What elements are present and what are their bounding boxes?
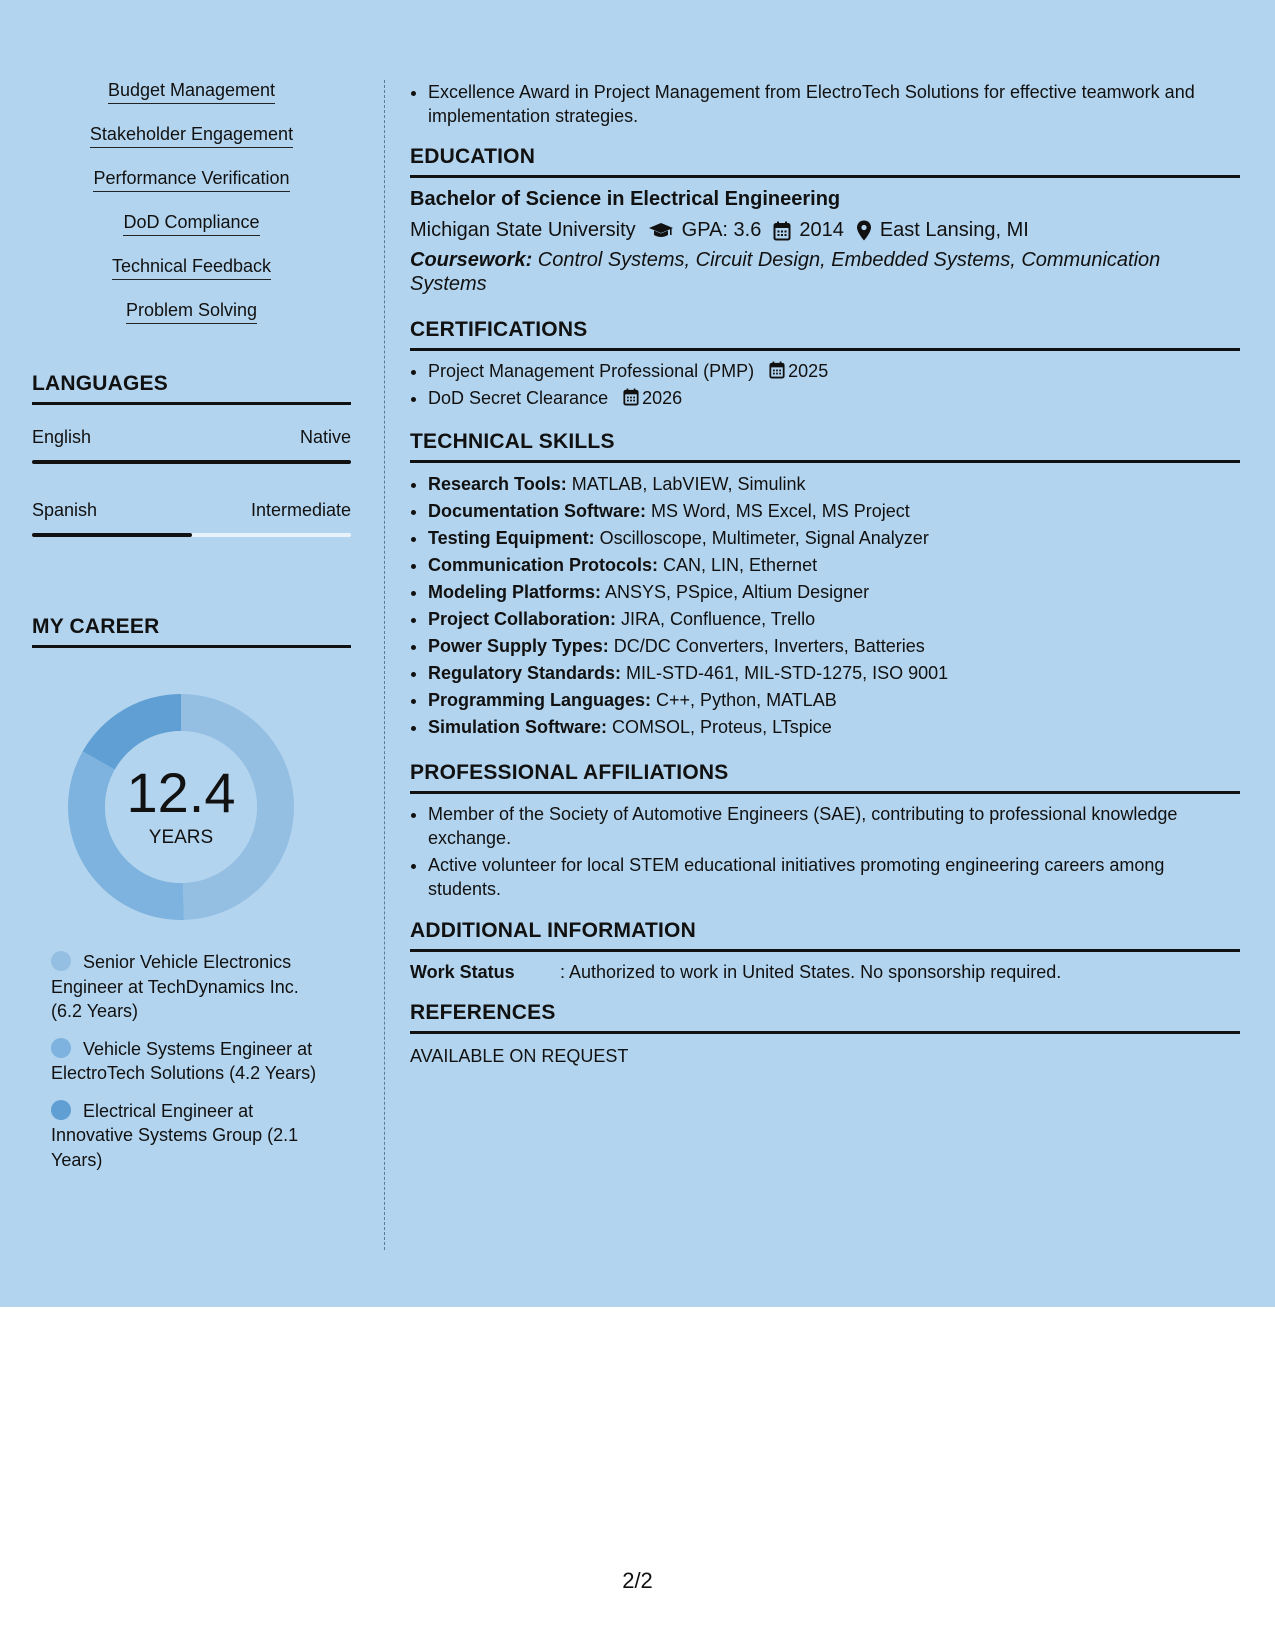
- additional-info-section: [410, 919, 1240, 983]
- career-total-unit: YEARS: [148, 827, 214, 848]
- affiliations-title: PROFESSIONAL AFFILIATIONS: [410, 761, 1240, 794]
- skill-values: C++, Python, MATLAB: [651, 690, 837, 710]
- donut-center: [66, 692, 296, 922]
- technical-skill-item: [428, 498, 1240, 525]
- career-legend-item: [51, 1037, 331, 1086]
- skill-values: MIL-STD-461, MIL-STD-1275, ISO 9001: [621, 663, 949, 683]
- affiliation-item: • Active volunteer for local STEM educational initiatives promoting engineering careers among students.: [428, 853, 1240, 901]
- technical-skill-item: [428, 714, 1240, 741]
- legend-dot-icon: [51, 951, 71, 971]
- legend-dot-icon: [51, 1038, 71, 1058]
- page-number: 2/2: [622, 1568, 653, 1593]
- technical-skill-item: [428, 471, 1240, 498]
- certification-name: Project Management Professional (PMP): [428, 361, 755, 381]
- language-level: Native: [299, 427, 351, 447]
- career-legend-item: [51, 1099, 331, 1173]
- languages-section: [32, 372, 351, 537]
- technical-skill-item: [428, 525, 1240, 552]
- career-item-text: Electrical Engineer at Innovative Systems Group (2.1 Years): [51, 1100, 299, 1170]
- coursework-label: Coursework:: [410, 249, 533, 271]
- certification-year: 2026: [642, 388, 683, 408]
- skill-values: COMSOL, Proteus, LTspice: [607, 717, 832, 737]
- graduation-cap-icon: [648, 222, 674, 240]
- skill-category: Project Collaboration:: [428, 609, 617, 629]
- technical-skill-item: [428, 606, 1240, 633]
- affiliations-list: [410, 802, 1240, 901]
- degree-title: Bachelor of Science in Electrical Engineering: [410, 188, 841, 210]
- career-legend: [51, 950, 331, 1172]
- technical-skill-item: [428, 579, 1240, 606]
- awards-list: [410, 80, 1240, 128]
- graduation-year: 2014: [799, 219, 844, 241]
- skill-tag[interactable]: Stakeholder Engagement: [90, 124, 293, 148]
- skill-category: Communication Protocols:: [428, 555, 659, 575]
- affiliations-section: [410, 761, 1240, 901]
- legend-dot-icon: [51, 1100, 71, 1120]
- skill-tag[interactable]: DoD Compliance: [123, 212, 259, 236]
- technical-skill-item: [428, 633, 1240, 660]
- gpa: GPA: 3.6: [681, 219, 762, 241]
- skill-category: Research Tools:: [428, 474, 567, 494]
- certification-name: DoD Secret Clearance: [428, 388, 609, 408]
- skill-tag[interactable]: Performance Verification: [93, 168, 289, 192]
- certifications-list: [410, 359, 1240, 410]
- references-text: AVAILABLE ON REQUEST: [410, 1046, 629, 1066]
- language-bar-fill: [32, 533, 192, 537]
- coursework: [410, 248, 1240, 296]
- languages-title: LANGUAGES: [32, 372, 351, 405]
- skill-category: Programming Languages:: [428, 690, 652, 710]
- affiliation-item: • Member of the Society of Automotive Engineers (SAE), contributing to professional knowledge exchange.: [428, 802, 1240, 850]
- skill-values: MS Word, MS Excel, MS Project: [646, 501, 910, 521]
- language-bar: [32, 533, 351, 537]
- left-column: [32, 80, 351, 1185]
- language-bar-fill: [32, 460, 351, 464]
- career-legend-item: [51, 950, 331, 1024]
- certifications-section: [410, 318, 1240, 410]
- certifications-title: CERTIFICATIONS: [410, 318, 1240, 351]
- school-location: East Lansing, MI: [879, 219, 1029, 241]
- technical-skills-list: [410, 471, 1240, 741]
- certification-year: 2025: [788, 361, 829, 381]
- skill-category: Regulatory Standards:: [428, 663, 622, 683]
- additional-info-title: ADDITIONAL INFORMATION: [410, 919, 1240, 952]
- skill-values: MATLAB, LabVIEW, Simulink: [566, 474, 806, 494]
- location-pin-icon: [856, 220, 872, 241]
- language-row: [32, 427, 351, 448]
- calendar-icon: [773, 221, 791, 241]
- language-name: English: [32, 427, 92, 447]
- references-title: REFERENCES: [410, 1001, 1240, 1034]
- education-meta: [410, 219, 1240, 242]
- skill-values: ANSYS, PSpice, Altium Designer: [601, 582, 870, 602]
- references-section: [410, 1001, 1240, 1067]
- career-item-text: Vehicle Systems Engineer at ElectroTech Solutions (4.2 Years): [51, 1038, 317, 1083]
- career-donut: [66, 692, 296, 922]
- education-section: [410, 145, 1240, 296]
- calendar-icon: [623, 388, 639, 406]
- coursework-list: Control Systems, Circuit Design, Embedded Systems, Communication Systems: [410, 249, 1161, 295]
- language-row: [32, 500, 351, 521]
- technical-skill-item: [428, 660, 1240, 687]
- skill-values: Oscilloscope, Multimeter, Signal Analyzer: [594, 528, 929, 548]
- skill-tag[interactable]: Budget Management: [108, 80, 275, 104]
- skills-list: [32, 80, 351, 324]
- skill-category: Testing Equipment:: [428, 528, 595, 548]
- skill-tag[interactable]: Problem Solving: [126, 300, 257, 324]
- technical-skill-item: [428, 552, 1240, 579]
- right-column: [410, 80, 1240, 1067]
- language-name: Spanish: [32, 500, 98, 520]
- skill-tag[interactable]: Technical Feedback: [112, 256, 271, 280]
- education-title: EDUCATION: [410, 145, 1240, 178]
- column-divider: [384, 80, 385, 1250]
- technical-skills-title: TECHNICAL SKILLS: [410, 430, 1240, 463]
- skill-category: Simulation Software:: [428, 717, 608, 737]
- award-item: • Excellence Award in Project Management from ElectroTech Solutions for effective teamwork and implementation strategies.: [428, 80, 1240, 128]
- language-bar: [32, 460, 351, 464]
- language-level: Intermediate: [250, 500, 351, 520]
- work-status-value: : Authorized to work in United States. No sponsorship required.: [560, 962, 1062, 982]
- school-name: Michigan State University: [410, 219, 636, 241]
- career-title: MY CAREER: [32, 615, 351, 648]
- work-status-row: [410, 962, 1240, 983]
- skill-values: DC/DC Converters, Inverters, Batteries: [608, 636, 925, 656]
- technical-skill-item: [428, 687, 1240, 714]
- skill-category: Modeling Platforms:: [428, 582, 602, 602]
- career-total-years: 12.4: [126, 761, 236, 824]
- skill-category: Power Supply Types:: [428, 636, 609, 656]
- certification-item: [428, 386, 1240, 410]
- skill-values: CAN, LIN, Ethernet: [658, 555, 818, 575]
- certification-item: [428, 359, 1240, 383]
- calendar-icon: [769, 361, 785, 379]
- career-section: [32, 615, 351, 1172]
- work-status-label: Work Status: [410, 962, 515, 982]
- technical-skills-section: [410, 430, 1240, 741]
- career-item-text: Senior Vehicle Electronics Engineer at TechDynamics Inc. (6.2 Years): [51, 952, 299, 1021]
- skill-values: JIRA, Confluence, Trello: [616, 609, 816, 629]
- skill-category: Documentation Software:: [428, 501, 647, 521]
